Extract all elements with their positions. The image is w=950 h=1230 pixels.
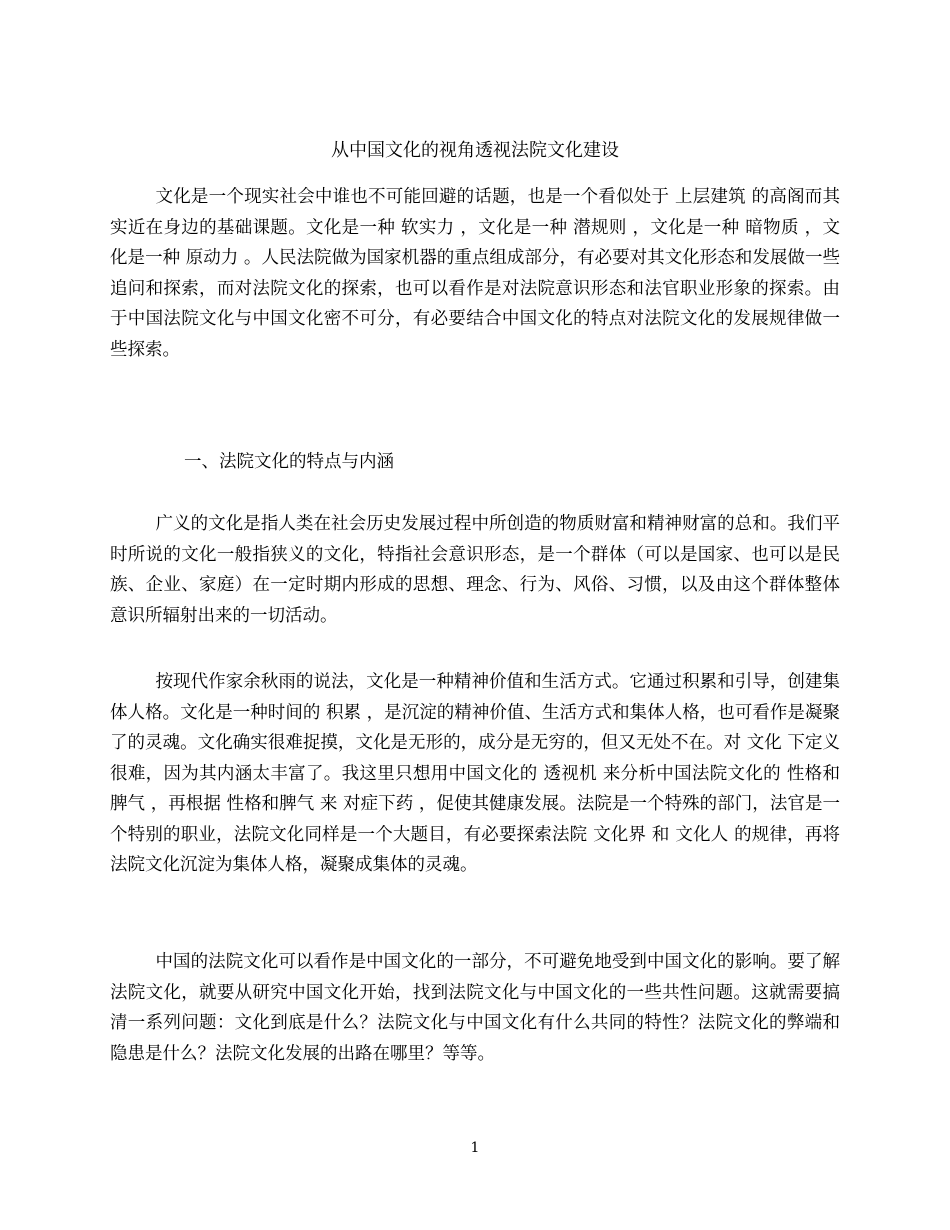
page-number: 1 xyxy=(470,1140,480,1156)
paragraph-broad-definition: 广义的文化是指人类在社会历史发展过程中所创造的物质财富和精神财富的总和。我们平时所说的文化一般指狭义的文化，特指社会意识形态，是一个群体（可以是国家、也可以是民族、企业、家庭）在一定时期内形成的思想、理念、行为、风俗、习惯，以及由这个群体整体意识所辐射出来的一切活动。 xyxy=(110,514,840,626)
document-title: 从中国文化的视角透视法院文化建设 xyxy=(331,140,619,161)
paragraph-court-culture: 中国的法院文化可以看作是中国文化的一部分，不可避免地受到中国文化的影响。要了解法院文化，就要从研究中国文化开始，找到法院文化与中国文化的一些共性问题。这就需要搞清一系列问题：文化到底是什么？法院文化与中国文化有什么共同的特性？法院文化的弊端和隐患是什么？法院文化发展的出路在哪里？等等。 xyxy=(110,952,840,1064)
section-heading: 一、法院文化的特点与内涵 xyxy=(184,452,394,472)
paragraph-yu-qiuyu: 按现代作家余秋雨的说法，文化是一种精神价值和生活方式。它通过积累和引导，创建集体人格。文化是一种时间的 积累 ，是沉淀的精神价值、生活方式和集体人格，也可看作是凝聚了的灵魂。文化确实很难捉摸，文化是无形的，成分是无穷的，但又无处不在。对 文化 下定义很难，因为其内涵太丰富了。我这里只想用中国文化的 透视机 来分析中国法院文化的 性格和脾气 ，再根据 性格和脾气 来 对症下药 ，促使其健康发展。法院是一个特殊的部门，法官是一个特别的职业，法院文化同样是一个大题目，有必要探索法院 文化界 和 文化人 的规律，再将法院文化沉淀为集体人格，凝聚成集体的灵魂。 xyxy=(110,672,840,875)
paragraph-intro: 文化是一个现实社会中谁也不可能回避的话题，也是一个看似处于 上层建筑 的高阁而其实近在身边的基础课题。文化是一种 软实力 ，文化是一种 潜规则 ，文化是一种 暗物质 ，文化是一种 原动力 。人民法院做为国家机器的重点组成部分，有必要对其文化形态和发展做一些追问和探索，而对法院文化的探索，也可以看作是对法院意识形态和法官职业形象的探索。由于中国法院文化与中国文化密不可分，有必要结合中国文化的特点对法院文化的发展规律做一些探索。 xyxy=(110,187,840,360)
